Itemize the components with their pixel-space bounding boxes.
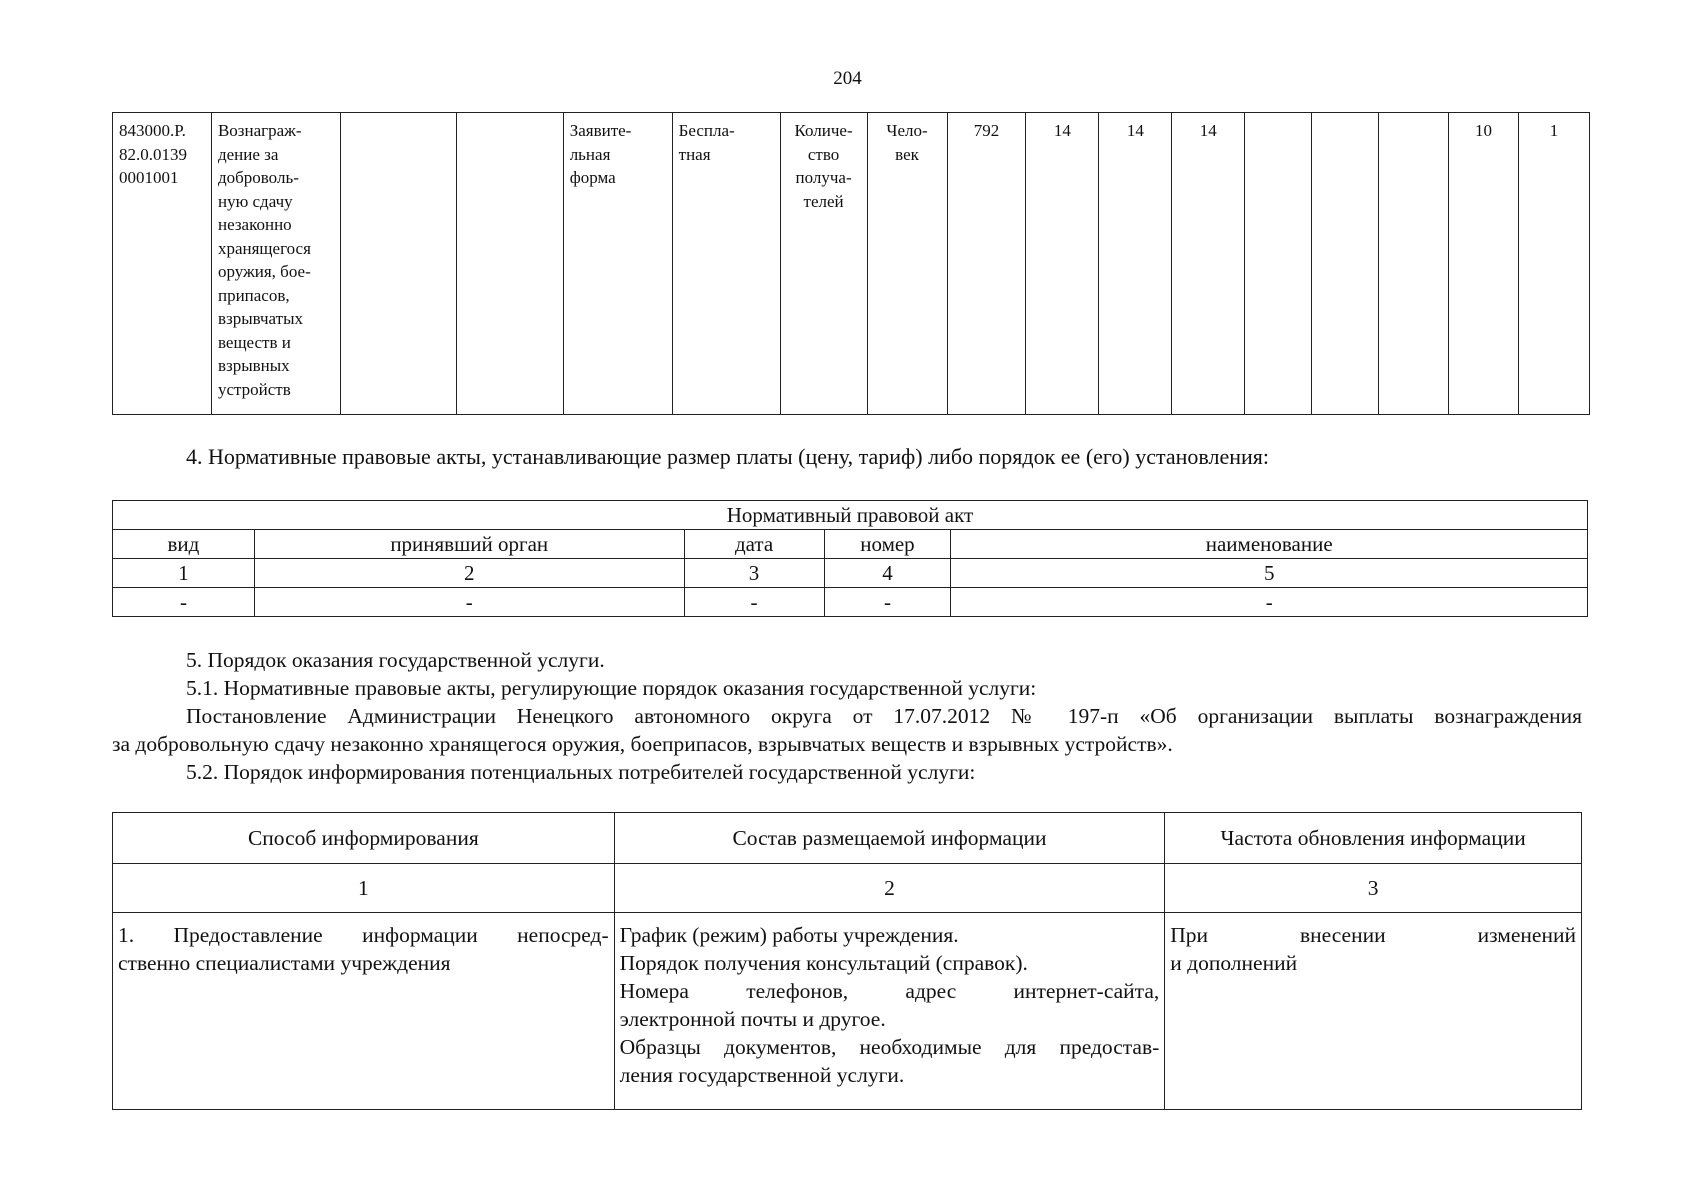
column-number: 4 — [824, 559, 951, 588]
decree-text-line-1: Постановление Администрации Ненецкого автономного округа от 17.07.2012 № 197-п «Об организации выплаты вознаграждения — [186, 704, 1582, 728]
value-cell: 14 — [1099, 113, 1172, 415]
service-name-cell: Вознаграж- дение за доброволь- ную сдачу незаконно хранящегося оружия, бое- припасов, взрывчатых веществ и взрывных устройств — [211, 113, 340, 415]
section-5-heading: 5. Порядок оказания государственной услуги. — [186, 648, 605, 672]
informing-table — [112, 812, 1582, 1110]
empty-cell — [456, 113, 563, 415]
column-number: 1 — [113, 559, 255, 588]
value-cell: 1 — [1518, 113, 1589, 415]
value-cell: 14 — [1026, 113, 1099, 415]
column-number: 3 — [1165, 864, 1582, 913]
unit-cell: Чело- век — [867, 113, 947, 415]
column-number: 2 — [614, 864, 1165, 913]
decree-text-line-2: за добровольную сдачу незаконно хранящегося оружия, боеприпасов, взрывчатых веществ и взрывных устройств». — [112, 732, 1173, 756]
column-number: 5 — [951, 559, 1588, 588]
table-cell: - — [113, 588, 255, 617]
table-row — [113, 113, 1590, 415]
column-number: 3 — [684, 559, 824, 588]
payment-cell: Беспла- тная — [672, 113, 780, 415]
empty-cell — [1379, 113, 1449, 415]
table-row — [113, 813, 1582, 864]
legal-acts-table — [112, 500, 1588, 617]
table-cell: - — [684, 588, 824, 617]
column-header: наименование — [951, 530, 1588, 559]
registry-code-cell: 843000.Р. 82.0.0139 0001001 — [113, 113, 212, 415]
information-content-cell: График (режим) работы учреждения. Порядок получения консультаций (справок). Номера телефонов, адрес интернет-сайта, электронной почты и другое. Образцы документов, необходимые для предостав- ления государственной услуги. — [614, 913, 1165, 1110]
table-cell: - — [951, 588, 1588, 617]
table-cell: - — [824, 588, 951, 617]
column-header: Способ информирования — [113, 813, 615, 864]
table-row — [113, 530, 1588, 559]
column-header: принявший орган — [254, 530, 684, 559]
form-cell: Заявите- льная форма — [563, 113, 672, 415]
empty-cell — [1245, 113, 1312, 415]
legal-acts-title: Нормативный правовой акт — [113, 501, 1588, 530]
column-header: Состав размещаемой информации — [614, 813, 1165, 864]
indicator-cell: Количе- ство получа- телей — [780, 113, 867, 415]
table-row — [113, 588, 1588, 617]
column-number: 1 — [113, 864, 615, 913]
service-indicator-table — [112, 112, 1590, 415]
column-header: номер — [824, 530, 951, 559]
table-row — [113, 864, 1582, 913]
section-5-2-heading: 5.2. Порядок информирования потенциальных потребителей государственной услуги: — [186, 760, 976, 784]
table-row — [113, 913, 1582, 1110]
table-row — [113, 501, 1588, 530]
column-header: Частота обновления информации — [1165, 813, 1582, 864]
update-frequency-cell: При внесении изменений и дополнений — [1165, 913, 1582, 1110]
value-cell: 14 — [1172, 113, 1245, 415]
column-header: дата — [684, 530, 824, 559]
column-header: вид — [113, 530, 255, 559]
empty-cell — [1312, 113, 1379, 415]
okei-code-cell: 792 — [947, 113, 1026, 415]
empty-cell — [340, 113, 456, 415]
section-4-heading: 4. Нормативные правовые акты, устанавливающие размер платы (цену, тариф) либо порядок ее (его) установления: — [186, 444, 1270, 469]
page-number: 204 — [833, 68, 862, 89]
table-cell: - — [254, 588, 684, 617]
section-5-1-heading: 5.1. Нормативные правовые акты, регулирующие порядок оказания государственной услуги: — [186, 676, 1037, 700]
value-cell: 10 — [1449, 113, 1519, 415]
informing-method-cell: 1. Предоставление информации непосред- ственно специалистами учреждения — [113, 913, 615, 1110]
column-number: 2 — [254, 559, 684, 588]
table-row — [113, 559, 1588, 588]
